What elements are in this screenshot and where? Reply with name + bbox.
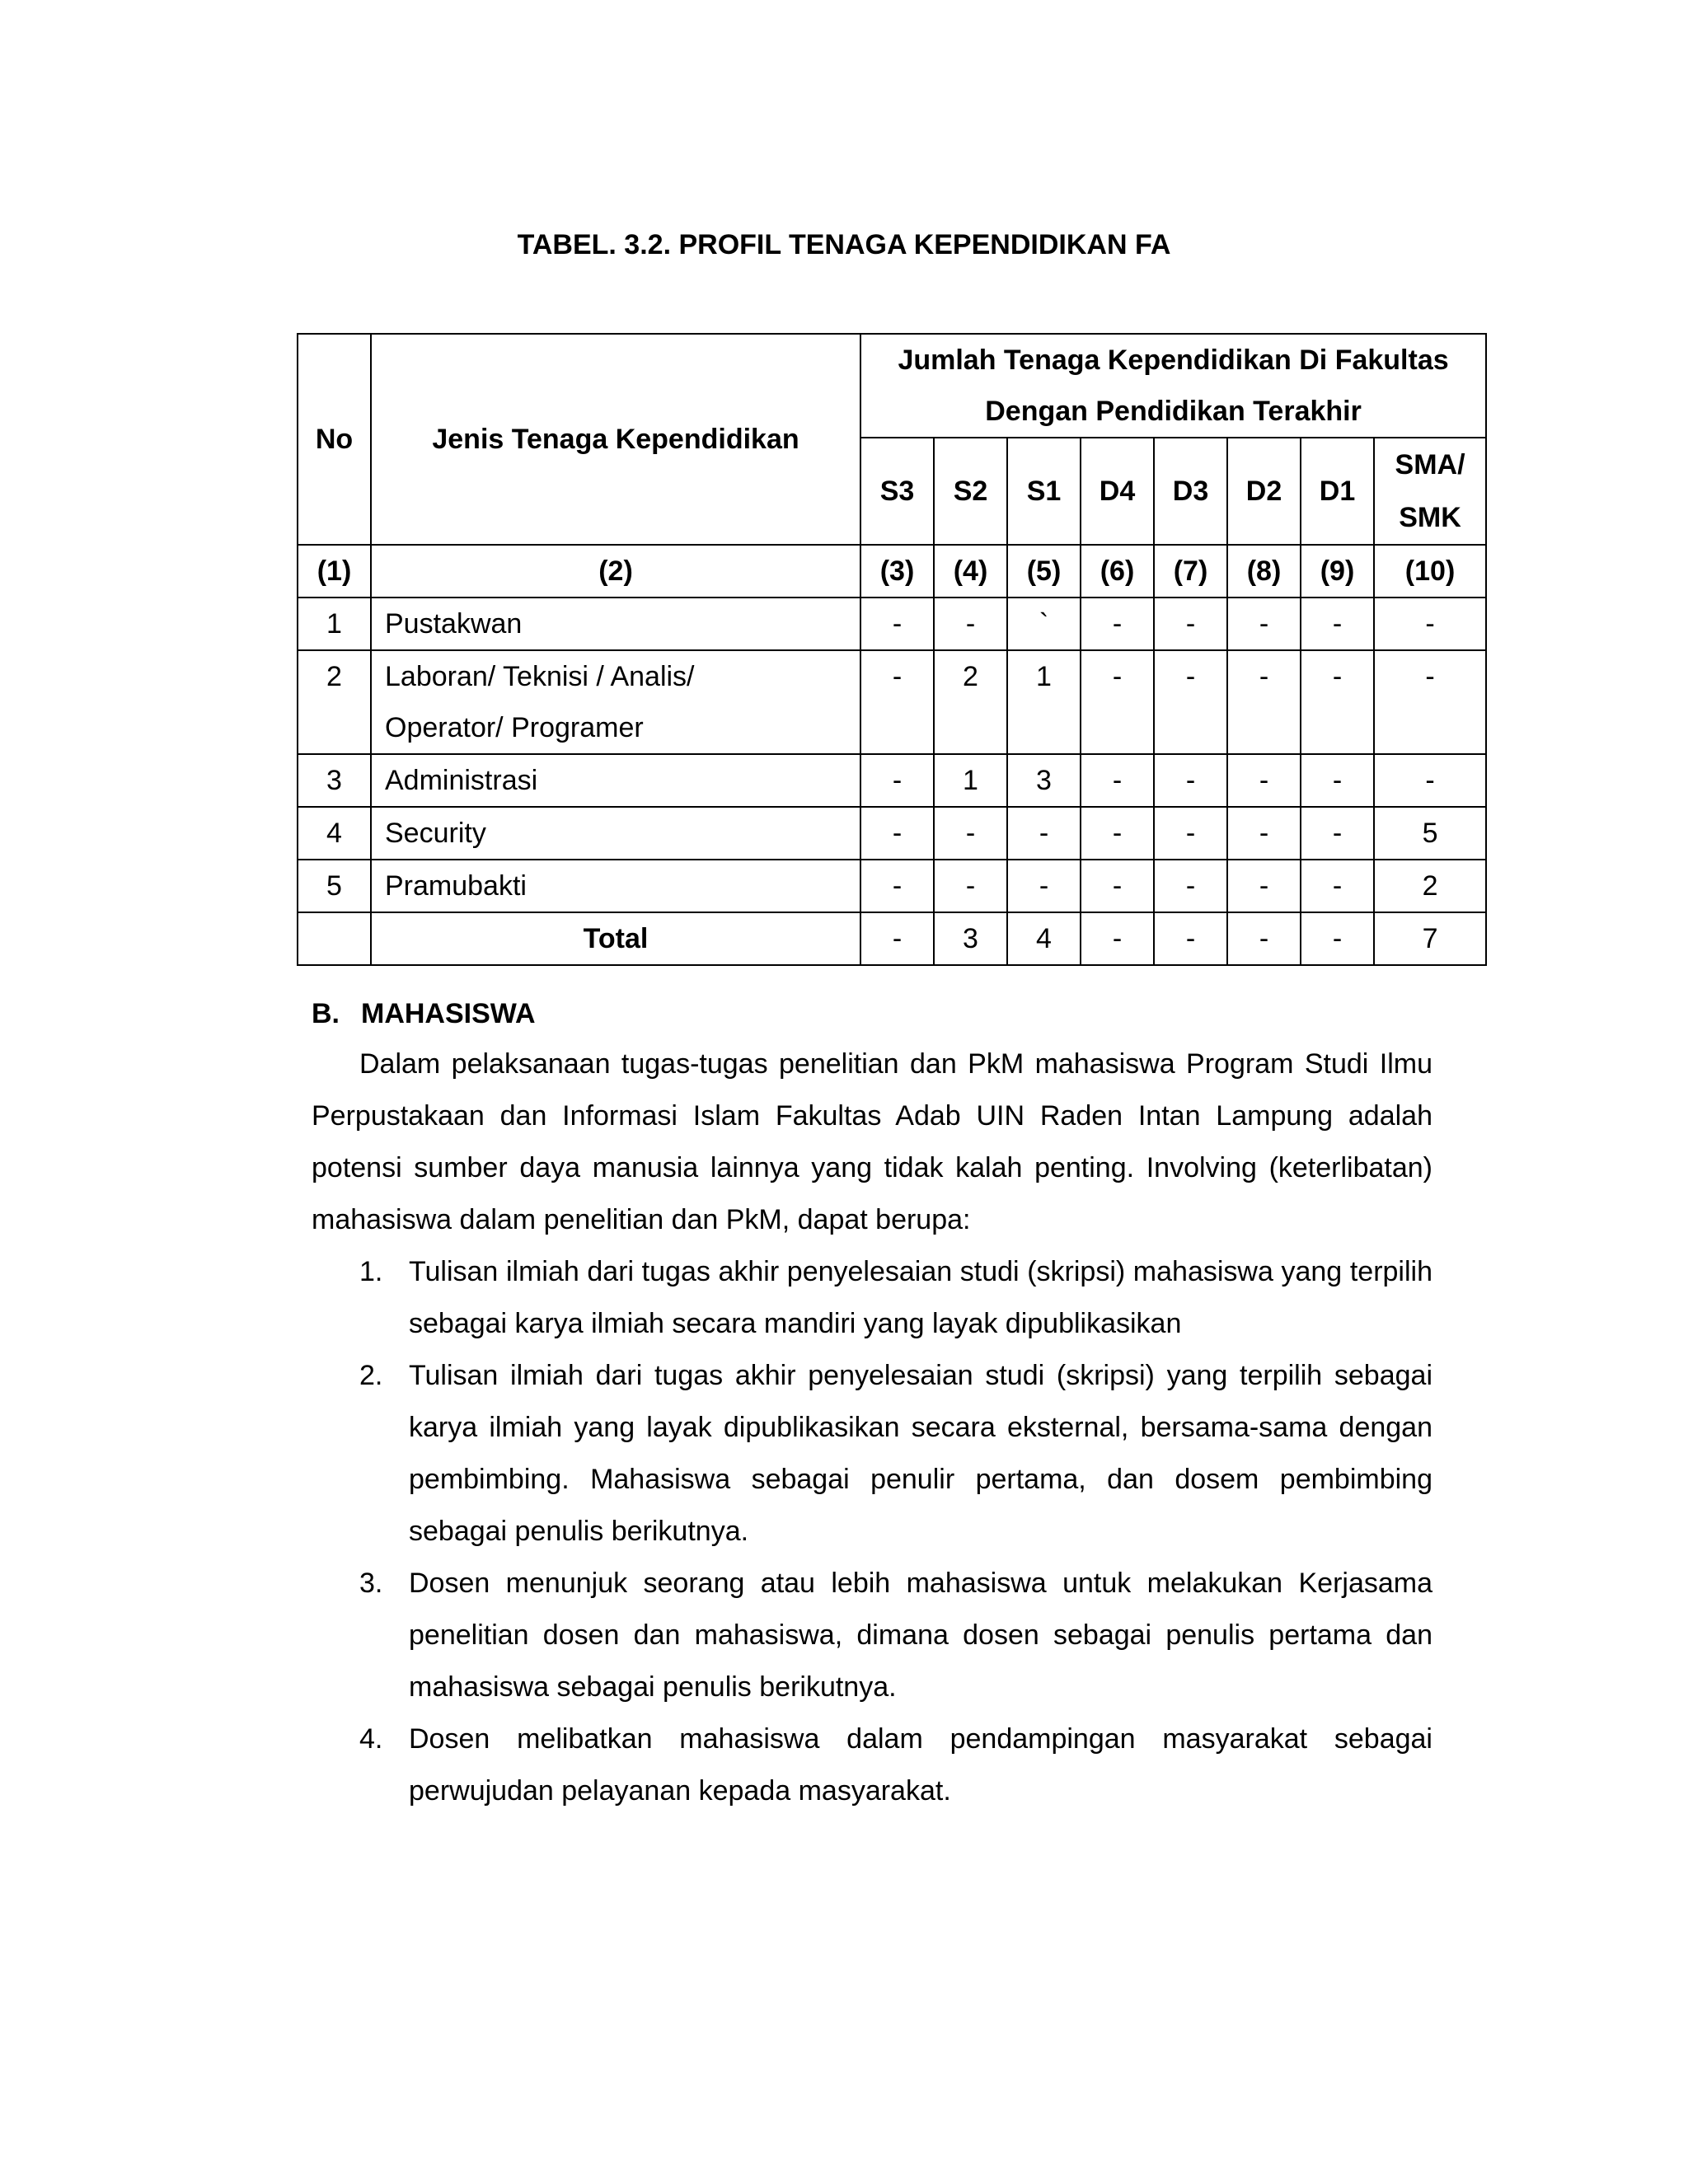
table-title: TABEL. 3.2. PROFIL TENAGA KEPENDIDIKAN FA <box>517 229 1171 260</box>
list-item-text: Dosen menunjuk seorang atau lebih mahasiswa untuk melakukan Kerjasama penelitian dosen dan mahasiswa, dimana dosen sebagai penulis pertama dan mahasiswa sebagai penulis berikutnya. <box>409 1568 1432 1703</box>
total-value: 4 <box>1007 912 1081 965</box>
column-number-row <box>298 545 1486 598</box>
row-value: 2 <box>934 650 1007 754</box>
row-value: - <box>860 598 934 650</box>
row-value: - <box>1227 650 1301 754</box>
row-value: - <box>1081 754 1154 807</box>
header-level: D2 <box>1227 438 1301 545</box>
row-value: - <box>1374 754 1486 807</box>
row-value: - <box>1007 807 1081 860</box>
row-value: - <box>1374 650 1486 754</box>
header-level-smk: SMK <box>1399 502 1461 533</box>
profil-table <box>297 333 1487 966</box>
header-group-line2: Dengan Pendidikan Terakhir <box>985 396 1362 427</box>
row-value: 2 <box>1374 860 1486 912</box>
header-group-line1: Jumlah Tenaga Kependidikan Di Fakultas <box>898 344 1449 376</box>
total-value: - <box>860 912 934 965</box>
row-value: - <box>1301 860 1374 912</box>
column-number: (2) <box>371 545 860 598</box>
column-number: (10) <box>1374 545 1486 598</box>
row-value: - <box>1301 598 1374 650</box>
list-item <box>312 1558 1432 1713</box>
list-item-text: Dosen melibatkan mahasiswa dalam pendampingan masyarakat sebagai perwujudan pelayanan kepada masyarakat. <box>409 1723 1432 1807</box>
total-no-cell <box>298 912 371 965</box>
row-no: 2 <box>298 650 371 754</box>
row-value: - <box>1081 860 1154 912</box>
row-value: - <box>860 754 934 807</box>
total-value: - <box>1301 912 1374 965</box>
list-item-number: 2. <box>359 1360 383 1391</box>
section-intro-paragraph: Dalam pelaksanaan tugas-tugas penelitian dan PkM mahasiswa Program Studi Ilmu Perpustakaan dan Informasi Islam Fakultas Adab UIN Raden Intan Lampung adalah potensi sumber daya manusia lainnya yang tidak kalah penting. Involving (keterlibatan) mahasiswa dalam penelitian dan PkM, dapat berupa: <box>312 1048 1432 1235</box>
row-no: 4 <box>298 807 371 860</box>
header-level-sma-smk <box>1374 438 1486 545</box>
list-item-number: 3. <box>359 1568 383 1599</box>
row-value: - <box>1227 860 1301 912</box>
total-value: - <box>1227 912 1301 965</box>
table-row <box>298 807 1486 860</box>
row-value: - <box>1301 754 1374 807</box>
row-value: - <box>1301 650 1374 754</box>
list-item-text: Tulisan ilmiah dari tugas akhir penyelesaian studi (skripsi) yang terpilih sebagai karya ilmiah yang layak dipublikasikan secara eksternal, bersama-sama dengan pembimbing. Mahasiswa sebagai penulir pertama, dan dosem pembimbing sebagai penulis berikutnya. <box>409 1360 1432 1547</box>
row-jenis: Pramubakti <box>371 860 860 912</box>
row-value: - <box>860 650 934 754</box>
header-level: S3 <box>860 438 934 545</box>
row-value: - <box>1374 598 1486 650</box>
row-value: 3 <box>1007 754 1081 807</box>
row-jenis: Laboran/ Teknisi / Analis/ Operator/ Programer <box>371 650 860 754</box>
row-value: - <box>934 807 1007 860</box>
row-no: 5 <box>298 860 371 912</box>
row-value: 5 <box>1374 807 1486 860</box>
table-row <box>298 860 1486 912</box>
total-label: Total <box>371 912 860 965</box>
row-value: 1 <box>1007 650 1081 754</box>
row-value: - <box>1154 650 1227 754</box>
row-jenis: Security <box>371 807 860 860</box>
header-level: D4 <box>1081 438 1154 545</box>
list-item-number: 4. <box>359 1723 383 1755</box>
list-item-number: 1. <box>359 1256 383 1287</box>
section-letter: B. <box>312 998 340 1029</box>
row-no: 3 <box>298 754 371 807</box>
row-value: - <box>934 598 1007 650</box>
involvement-list <box>312 1246 1432 1817</box>
row-value: - <box>1081 650 1154 754</box>
column-number: (7) <box>1154 545 1227 598</box>
total-value: - <box>1081 912 1154 965</box>
row-value: - <box>1227 807 1301 860</box>
total-value: 7 <box>1374 912 1486 965</box>
row-jenis: Pustakwan <box>371 598 860 650</box>
list-item <box>312 1350 1432 1558</box>
row-value: - <box>1154 807 1227 860</box>
total-value: 3 <box>934 912 1007 965</box>
table-row <box>298 650 1486 754</box>
row-value: - <box>934 860 1007 912</box>
row-value: - <box>860 807 934 860</box>
row-value: - <box>1227 598 1301 650</box>
header-group <box>860 334 1486 438</box>
row-value: - <box>1154 598 1227 650</box>
row-value: - <box>1227 754 1301 807</box>
column-number: (1) <box>298 545 371 598</box>
row-no: 1 <box>298 598 371 650</box>
row-value: - <box>1081 807 1154 860</box>
total-row <box>298 912 1486 965</box>
row-value: - <box>1081 598 1154 650</box>
header-level-sma: SMA/ <box>1395 449 1465 480</box>
table-row <box>298 754 1486 807</box>
list-item-text: Tulisan ilmiah dari tugas akhir penyelesaian studi (skripsi) mahasiswa yang terpilih sebagai karya ilmiah secara mandiri yang layak dipublikasikan <box>409 1256 1432 1339</box>
row-value: - <box>1154 754 1227 807</box>
row-jenis: Administrasi <box>371 754 860 807</box>
row-value: - <box>1007 860 1081 912</box>
row-value: ` <box>1007 598 1081 650</box>
total-value: - <box>1154 912 1227 965</box>
row-value: - <box>1301 807 1374 860</box>
header-level: D3 <box>1154 438 1227 545</box>
row-value: - <box>860 860 934 912</box>
header-jenis: Jenis Tenaga Kependidikan <box>371 334 860 545</box>
column-number: (6) <box>1081 545 1154 598</box>
row-value: - <box>1154 860 1227 912</box>
column-number: (3) <box>860 545 934 598</box>
row-value: 1 <box>934 754 1007 807</box>
list-item <box>312 1246 1432 1350</box>
section-title: MAHASISWA <box>361 998 536 1029</box>
column-number: (4) <box>934 545 1007 598</box>
column-number: (5) <box>1007 545 1081 598</box>
list-item <box>312 1713 1432 1817</box>
table-row <box>298 598 1486 650</box>
section-heading <box>312 989 1432 1038</box>
column-number: (9) <box>1301 545 1374 598</box>
section-mahasiswa <box>312 989 1432 1817</box>
header-level: D1 <box>1301 438 1374 545</box>
header-level: S1 <box>1007 438 1081 545</box>
header-level: S2 <box>934 438 1007 545</box>
column-number: (8) <box>1227 545 1301 598</box>
header-no: No <box>298 334 371 545</box>
